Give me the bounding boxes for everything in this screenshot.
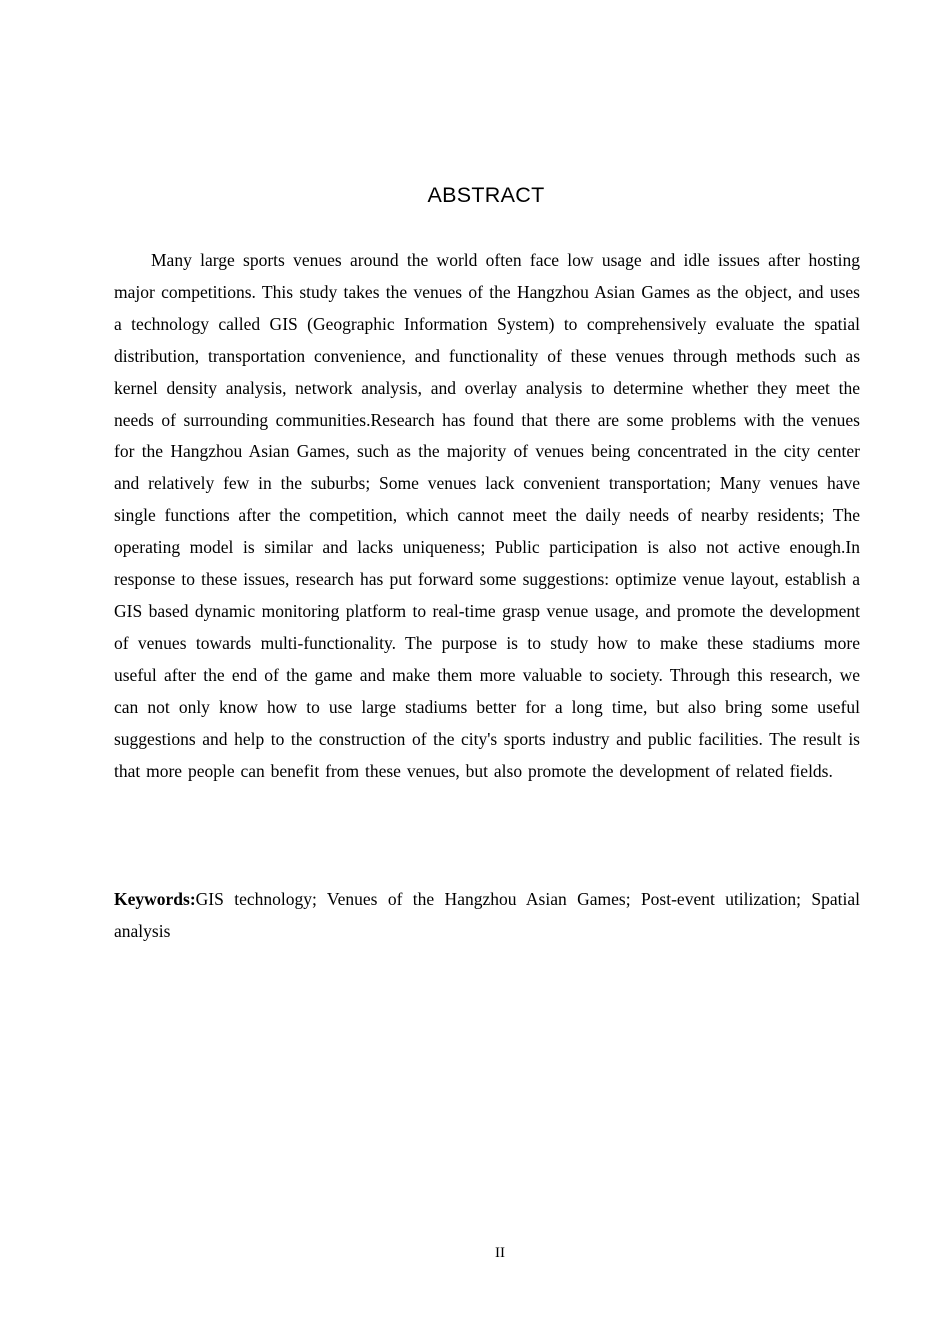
keywords-text: GIS technology; Venues of the Hangzhou Asian Games; Post-event utilization; Spatial analysis xyxy=(114,889,860,941)
abstract-body: Many large sports venues around the world often face low usage and idle issues after hosting major competitions. This study takes the venues of the Hangzhou Asian Games as the object, and uses a technology called GIS (Geographic Information System) to comprehensively evaluate the spatial distribution, transportation convenience, and functionality of these venues through methods such as kernel density analysis, network analysis, and overlay analysis to determine whether they meet the needs of surrounding communities.Research has found that there are some problems with the venues for the Hangzhou Asian Games, such as the majority of venues being concentrated in the city center and relatively few in the suburbs; Some venues lack convenient transportation; Many venues have single functions after the competition, which cannot meet the daily needs of nearby residents; The operating model is similar and lacks uniqueness; Public participation is also not active enough.In response to these issues, research has put forward some suggestions: optimize venue layout, establish a GIS based dynamic monitoring platform to real-time grasp venue usage, and promote the development of venues towards multi-functionality. The purpose is to study how to make these stadiums more useful after the end of the game and make them more valuable to society. Through this research, we can not only know how to use large stadiums better for a long time, but also bring some useful suggestions and help to the construction of the city's sports industry and public facilities. The result is that more people can benefit from these venues, but also promote the development of related fields. xyxy=(114,250,860,781)
keywords-label: Keywords: xyxy=(114,889,196,909)
abstract-title: ABSTRACT xyxy=(427,183,545,207)
keywords-line xyxy=(114,883,860,947)
page-number: II xyxy=(495,1245,505,1261)
